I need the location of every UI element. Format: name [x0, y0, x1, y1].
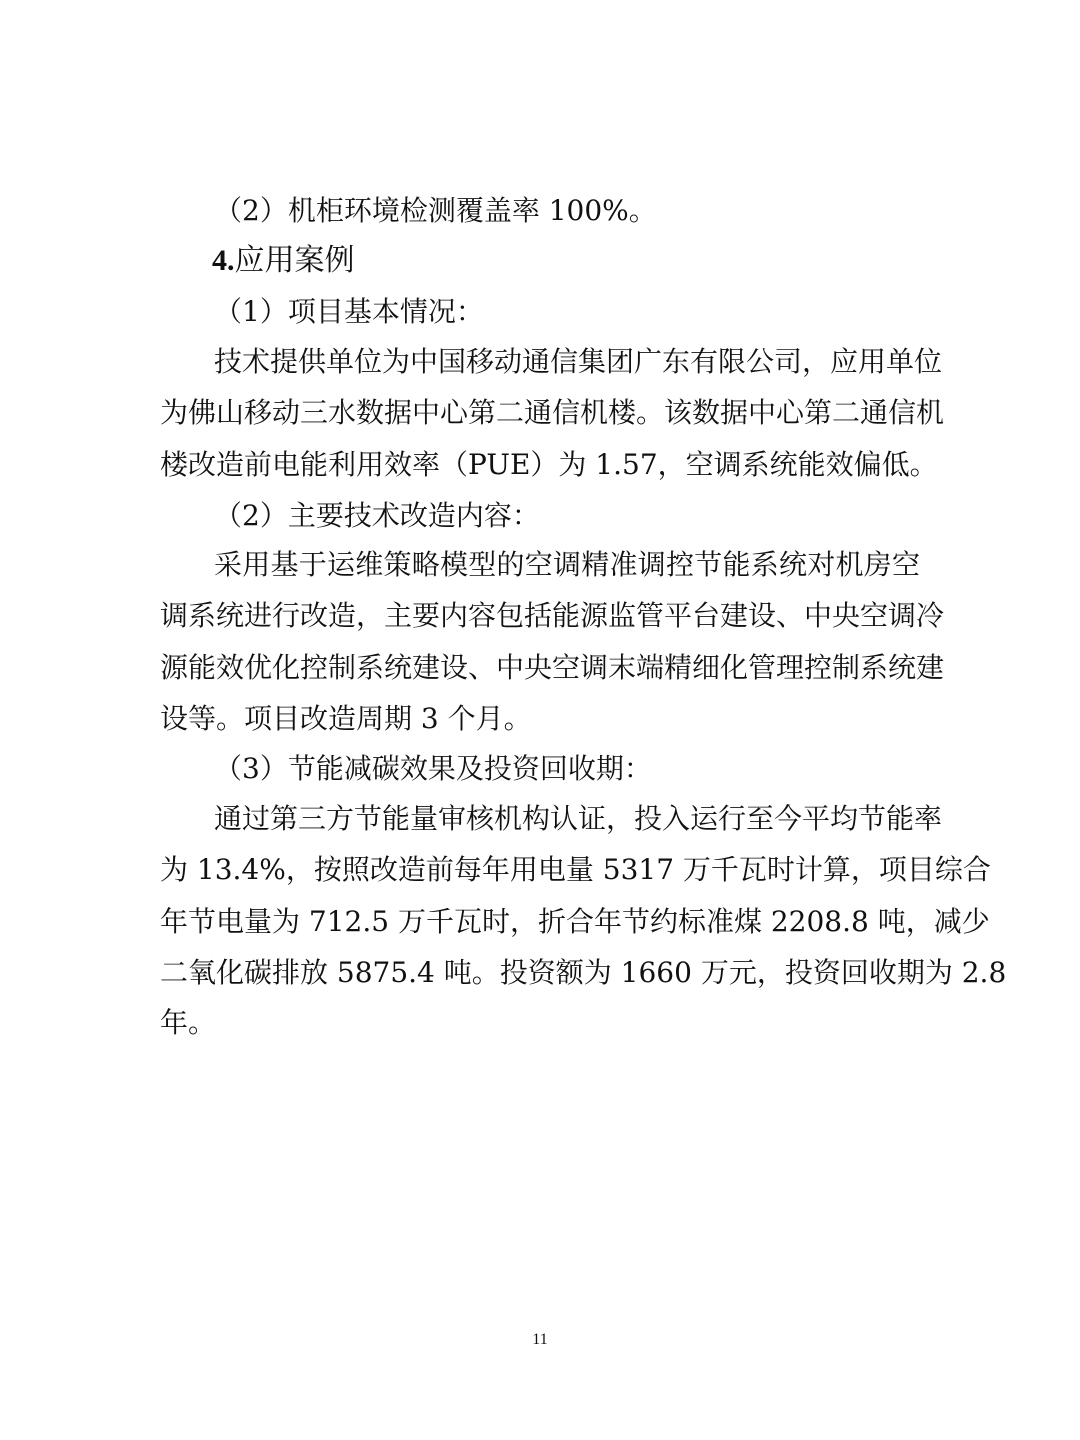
subheading-energy-saving-results: （3）节能减碳效果及投资回收期： [214, 752, 652, 785]
section-title: 应用案例 [234, 243, 355, 278]
paragraph-line: 调系统进行改造，主要内容包括能源监管平台建设、中央空调冷 [160, 599, 945, 632]
paragraph-line: 年。 [160, 1006, 217, 1039]
paragraph-line: 设等。项目改造周期 3 个月。 [160, 702, 532, 735]
section-number: 4. [212, 244, 235, 277]
item-cabinet-monitoring-coverage: （2）机柜环境检测覆盖率 100%。 [214, 194, 657, 227]
section-heading-application-case [212, 243, 355, 279]
page-number: 11 [532, 1331, 548, 1348]
paragraph-line: 通过第三方节能量审核机构认证，投入运行至今平均节能率 [214, 802, 943, 835]
paragraph-line: 为 13.4%，按照改造前每年用电量 5317 万千瓦时计算，项目综合 [160, 853, 991, 886]
paragraph-line: 源能效优化控制系统建设、中央空调末端精细化管理控制系统建 [160, 651, 945, 684]
subheading-project-basics: （1）项目基本情况： [214, 295, 484, 328]
paragraph-line: 二氧化碳排放 5875.4 吨。投资额为 1660 万元，投资回收期为 2.8 [160, 956, 1007, 989]
paragraph-line: 采用基于运维策略模型的空调精准调控节能系统对机房空 [214, 548, 920, 581]
subheading-retrofit-content: （2）主要技术改造内容： [214, 499, 540, 532]
paragraph-line: 为佛山移动三水数据中心第二通信机楼。该数据中心第二通信机 [160, 396, 945, 429]
paragraph-line: 楼改造前电能利用效率（PUE）为 1.57，空调系统能效偏低。 [160, 448, 938, 481]
paragraph-line: 技术提供单位为中国移动通信集团广东有限公司，应用单位 [214, 345, 943, 378]
paragraph-line: 年节电量为 712.5 万千瓦时，折合年节约标准煤 2208.8 吨，减少 [160, 905, 990, 938]
